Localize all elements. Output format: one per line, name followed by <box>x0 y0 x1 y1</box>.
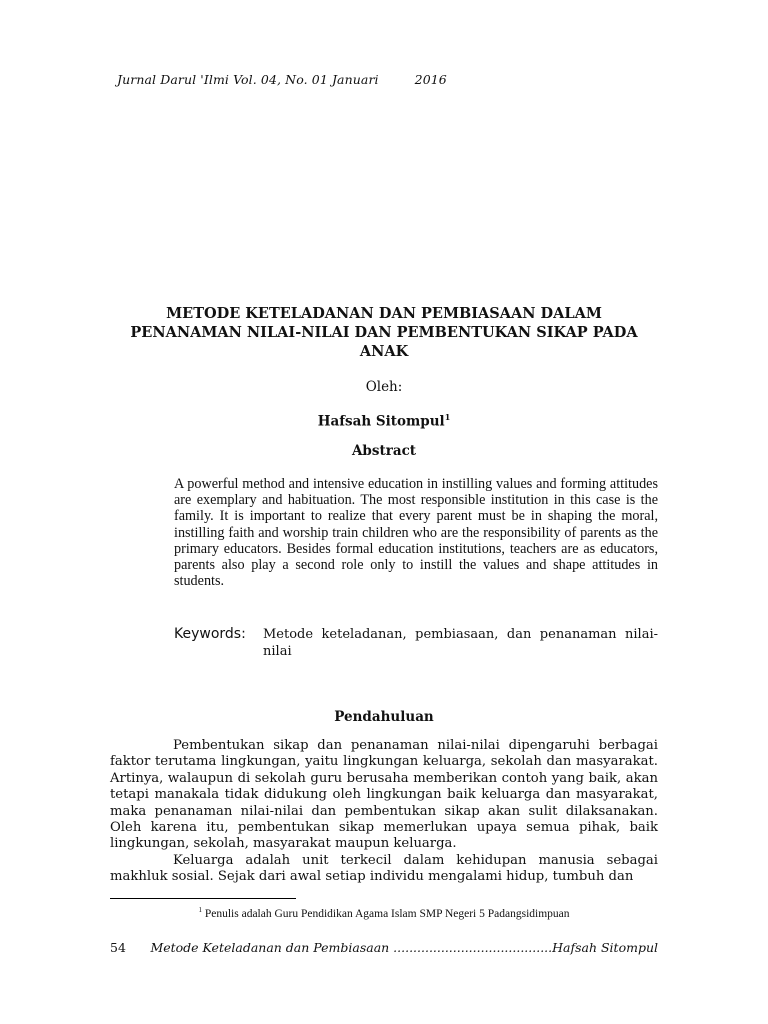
paragraph: Pembentukan sikap dan penanaman nilai-nilai dipengaruhi berbagai faktor terutama lingkungan, yaitu lingkungan keluarga, sekolah dan masyarakat. Artinya, walaupun di sekolah guru berusaha memberikan contoh yang baik, akan tetapi manakala tidak didukung oleh lingkungan baik keluarga dan masyarakat, maka penanaman nilai-nilai dan pembentukan sikap akan sulit dilaksanakan. Oleh karena itu, pembentukan sikap memerlukan upaya semua pihak, baik lingkungan, sekolah, masyarakat maupun keluarga. <box>110 738 658 852</box>
footnote <box>110 906 658 920</box>
journal-name: Jurnal Darul 'Ilmi Vol. 04, No. 01 Januari <box>117 72 379 87</box>
footnote-divider <box>110 898 296 899</box>
abstract-heading: Abstract <box>351 443 417 459</box>
author-footnote-mark[interactable]: 1 <box>444 412 451 422</box>
author-text: Hafsah Sitompul <box>317 413 445 430</box>
paragraph: Keluarga adalah unit terkecil dalam kehidupan manusia sebagai makhluk sosial. Sejak dari awal setiap individu mengalami hidup, tumbuh dan <box>110 852 658 885</box>
article-title: METODE KETELADANAN DAN PEMBIASAAN DALAM PENANAMAN NILAI-NILAI DAN PEMBENTUKAN SIKAP PADA ANAK <box>130 305 638 360</box>
footnote-text: Penulis adalah Guru Pendidikan Agama Islam SMP Negeri 5 Padangsidimpuan <box>204 907 570 920</box>
running-footer: Metode Keteladanan dan Pembiasaan ........................................Hafsah Sitompul <box>150 940 658 955</box>
running-header <box>117 72 447 87</box>
author-name <box>0 412 768 430</box>
page-number: 54 <box>110 940 126 955</box>
journal-year: 2016 <box>414 72 447 87</box>
keywords-text: Metode keteladanan, pembiasaan, dan penanaman nilai-nilai <box>263 627 658 659</box>
body-text <box>110 738 658 886</box>
by-label: Oleh: <box>365 379 403 395</box>
abstract-text: A powerful method and intensive education in instilling values and forming attitudes are exemplary and habituation. The most responsible institution in this case is the family. It is important to realize that every parent must be in shaping the moral, instilling faith and worship train children who are the responsibility of parents as the primary educators. Besides formal education institutions, teachers are as educators, parents also play a second role only to instill the values and shape attitudes in students. <box>174 476 658 590</box>
keywords-label: Keywords: <box>174 626 246 642</box>
section-heading: Pendahuluan <box>334 709 434 725</box>
footnote-mark: 1 <box>198 906 202 914</box>
